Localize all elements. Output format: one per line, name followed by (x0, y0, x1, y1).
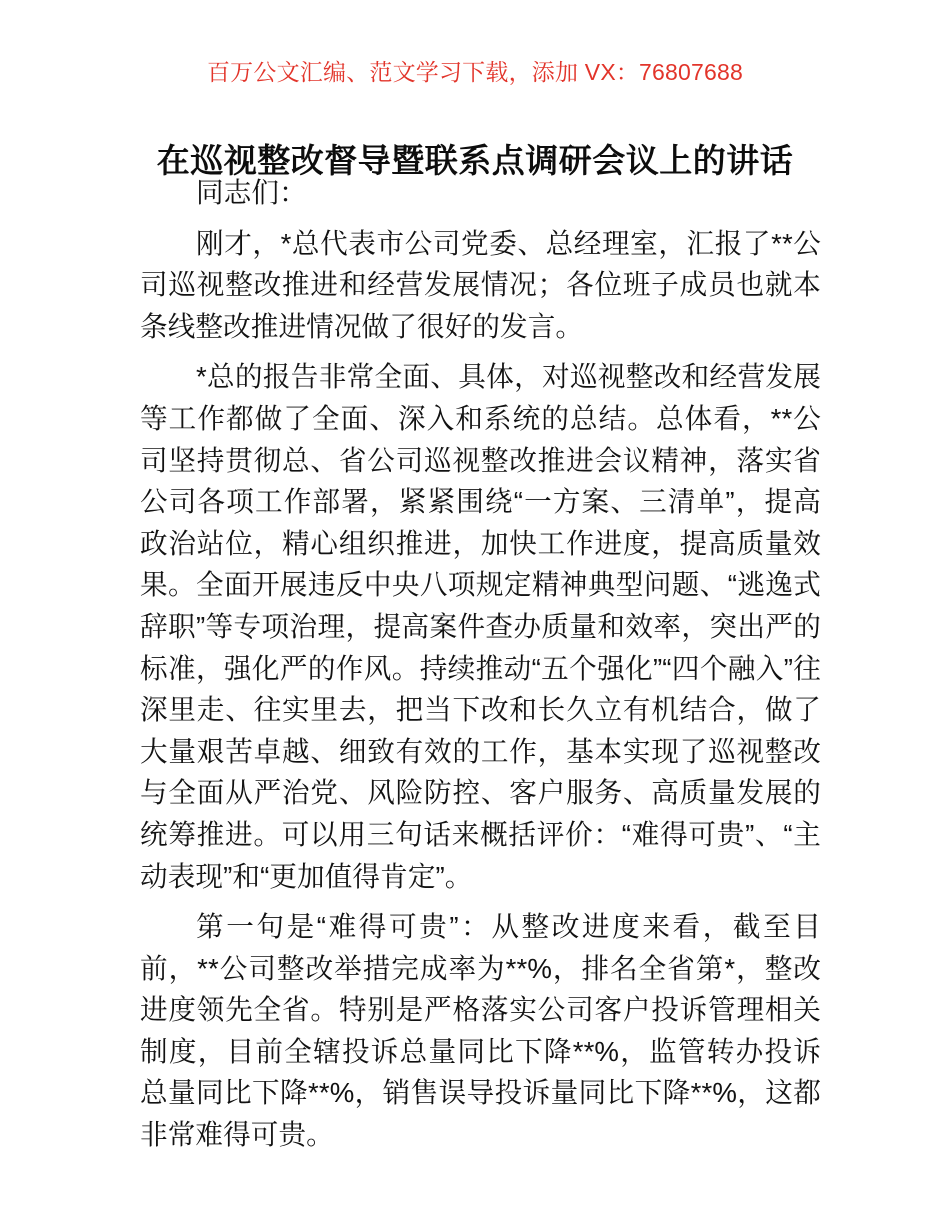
body-paragraph-2: *总的报告非常全面、具体，对巡视整改和经营发展等工作都做了全面、深入和系统的总结。总体看，**公司坚持贯彻总、省公司巡视整改推进会议精神，落实省公司各项工作部署，紧紧围绕“一方案、三清单”，提高政治站位，精心组织推进，加快工作进度，提高质量效果。全面开展违反中央八项规定精神典型问题、“逃逸式辞职”等专项治理，提高案件查办质量和效率，突出严的标准，强化严的作风。持续推动“五个强化”“四个融入”往深里走、往实里去，把当下改和长久立有机结合，做了大量艰苦卓越、细致有效的工作，基本实现了巡视整改与全面从严治党、风险防控、客户服务、高质量发展的统筹推进。可以用三句话来概括评价：“难得可贵”、“主动表现”和“更加值得肯定”。 (140, 361, 821, 892)
promo-watermark: 百万公文汇编、范文学习下载，添加 VX：76807688 (206, 59, 743, 85)
document-title: 在巡视整改督导暨联系点调研会议上的讲话 (156, 142, 794, 180)
document-body (140, 172, 821, 1156)
salutation-paragraph: 同志们： (196, 177, 307, 208)
body-paragraph-1: 刚才，*总代表市公司党委、总经理室，汇报了**公司巡视整改推进和经营发展情况；各位班子成员也就本条线整改推进情况做了很好的发言。 (140, 227, 821, 342)
body-paragraph-3: 第一句是“难得可贵”：从整改进度来看，截至目前，**公司整改举措完成率为**%，排名全省第*，整改进度领先全省。特别是严格落实公司客户投诉管理相关制度，目前全辖投诉总量同比下降**%，监管转办投诉总量同比下降**%，销售误导投诉量同比下降**%，这都非常难得可贵。 (140, 911, 821, 1151)
